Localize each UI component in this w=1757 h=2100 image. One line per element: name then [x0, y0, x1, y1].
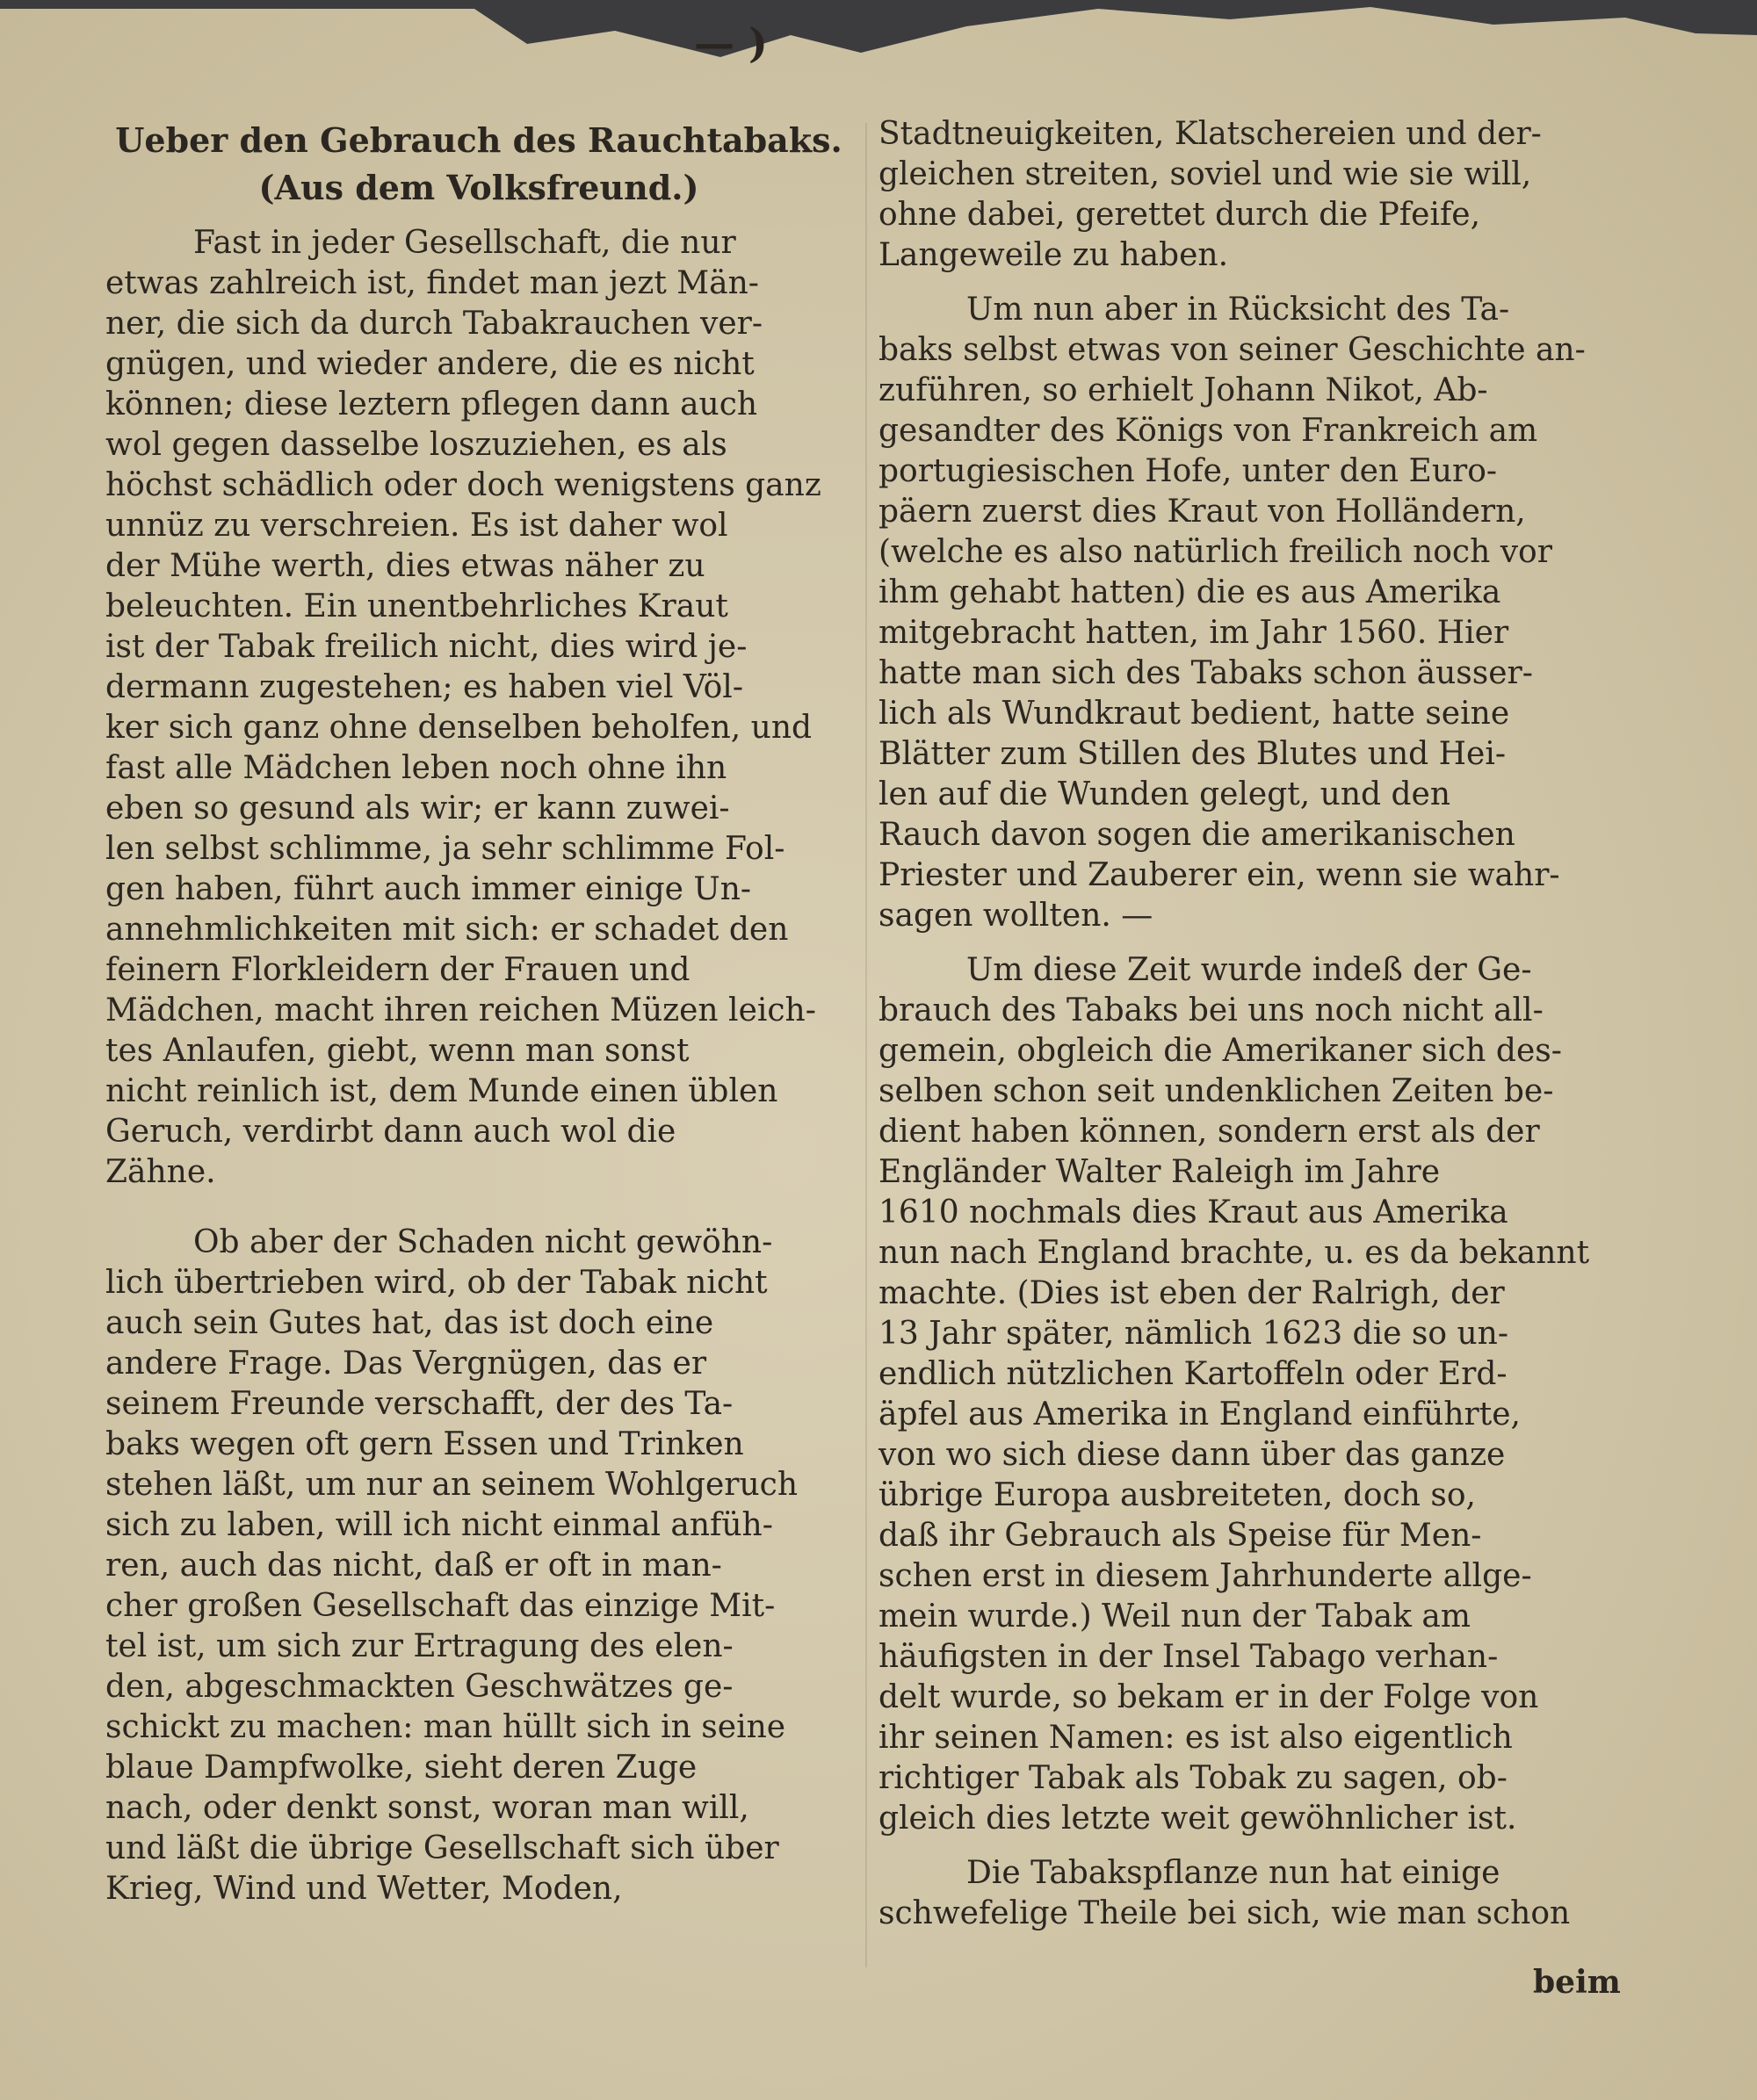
catchword: beim [1533, 1964, 1621, 2001]
text-line: 1610 nochmals dies Kraut aus Amerika [878, 1194, 1508, 1230]
text-line: mein wurde.) Weil nun der Tabak am [878, 1598, 1471, 1635]
text-line: sich zu laben, will ich nicht einmal anfüh- [105, 1507, 773, 1543]
text-line: cher großen Gesellschaft das einzige Mit- [105, 1588, 776, 1624]
text-line: Krieg, Wind und Wetter, Moden, [105, 1871, 623, 1907]
left-paragraph-2 [105, 1223, 852, 1909]
right-paragraph-1 [878, 114, 1643, 276]
text-line: len auf die Wunden gelegt, und den [878, 776, 1451, 812]
text-line: lich als Wundkraut bedient, hatte seine [878, 696, 1510, 732]
text-line: päern zuerst dies Kraut von Holländern, [878, 494, 1526, 530]
text-line: sagen wollten. — [878, 898, 1153, 934]
text-line: 13 Jahr später, nämlich 1623 die so un- [878, 1316, 1508, 1352]
right-paragraph-3 [878, 950, 1643, 1839]
text-line: baks selbst etwas von seiner Geschichte an- [878, 332, 1586, 368]
text-line: eben so gesund als wir; er kann zuwei- [105, 790, 730, 826]
left-paragraph-1 [105, 223, 852, 1193]
text-line: ihm gehabt hatten) die es aus Amerika [878, 574, 1501, 610]
text-line: Mädchen, macht ihren reichen Müzen leich- [105, 992, 816, 1028]
text-line: (welche es also natürlich freilich noch vor [878, 534, 1552, 570]
text-line: unnüz zu verschreien. Es ist daher wol [105, 508, 728, 544]
text-line: Geruch, verdirbt dann auch wol die [105, 1114, 676, 1150]
text-line: Die Tabakspflanze nun hat einige [966, 1855, 1500, 1891]
text-line: ner, die sich da durch Tabakrauchen ver- [105, 306, 763, 342]
article-source: (Aus dem Volksfreund.) [258, 168, 699, 207]
text-line: äpfel aus Amerika in England einführte, [878, 1396, 1521, 1432]
text-line: können; diese leztern pflegen dann auch [105, 386, 758, 422]
text-line: Blätter zum Stillen des Blutes und Hei- [878, 736, 1507, 772]
text-line: schickt zu machen: man hüllt sich in seine [105, 1709, 786, 1745]
text-line: Priester und Zauberer ein, wenn sie wahr- [878, 857, 1560, 893]
text-line: höchst schädlich oder doch wenigstens ganz [105, 467, 821, 503]
text-line: der Mühe werth, dies etwas näher zu [105, 548, 705, 584]
text-line: gleich dies letzte weit gewöhnlicher ist. [878, 1801, 1517, 1837]
text-line: selben schon seit undenklichen Zeiten be- [878, 1073, 1554, 1109]
text-line: mitgebracht hatten, im Jahr 1560. Hier [878, 615, 1509, 651]
text-line: etwas zahlreich ist, findet man jezt Män- [105, 265, 759, 301]
right-paragraph-2 [878, 290, 1643, 936]
text-line: Engländer Walter Raleigh im Jahre [878, 1154, 1441, 1190]
torn-top-edge [0, 0, 1757, 97]
text-line: machte. (Dies ist eben der Ralrigh, der [878, 1275, 1505, 1311]
text-line: dient haben können, sondern erst als der [878, 1114, 1540, 1150]
text-line: den, abgeschmackten Geschwätzes ge- [105, 1669, 734, 1705]
text-line: Ob aber der Schaden nicht gewöhn- [193, 1224, 773, 1260]
text-line: Zähne. [105, 1154, 216, 1190]
text-line: annehmlichkeiten mit sich: er schadet den [105, 912, 789, 948]
text-line: Um diese Zeit wurde indeß der Ge- [966, 952, 1532, 988]
text-line: portugiesischen Hofe, unter den Euro- [878, 453, 1498, 489]
text-line: Langeweile zu haben. [878, 237, 1229, 273]
text-line: fast alle Mädchen leben noch ohne ihn [105, 750, 727, 786]
left-column [105, 114, 852, 1909]
text-line: übrige Europa ausbreiteten, doch so, [878, 1477, 1476, 1513]
text-line: delt wurde, so bekam er in der Folge von [878, 1679, 1539, 1715]
text-line: daß ihr Gebrauch als Speise für Men- [878, 1518, 1482, 1554]
text-line: feinern Florkleidern der Frauen und [105, 952, 691, 988]
article-title: Ueber den Gebrauch des Rauchtabaks. [115, 120, 842, 160]
text-line: gleichen streiten, soviel und wie sie will, [878, 156, 1532, 192]
text-line: von wo sich diese dann über das ganze [878, 1437, 1506, 1473]
text-line: auch sein Gutes hat, das ist doch eine [105, 1305, 714, 1341]
text-line: Stadtneuigkeiten, Klatschereien und der- [878, 116, 1542, 152]
text-line: richtiger Tabak als Tobak zu sagen, ob- [878, 1760, 1508, 1796]
text-line: dermann zugestehen; es haben viel Völ- [105, 669, 743, 705]
text-line: ohne dabei, gerettet durch die Pfeife, [878, 197, 1481, 233]
text-line: nun nach England brachte, u. es da bekannt [878, 1235, 1590, 1271]
text-line: stehen läßt, um nur an seinem Wohlgeruch [105, 1467, 799, 1503]
text-line: hatte man sich des Tabaks schon äusser- [878, 655, 1533, 691]
text-line: brauch des Tabaks bei uns noch nicht all- [878, 992, 1544, 1028]
text-line: Rauch davon sogen die amerikanischen [878, 817, 1515, 853]
text-line: ihr seinen Namen: es ist also eigentlich [878, 1720, 1513, 1756]
text-line: und läßt die übrige Gesellschaft sich über [105, 1830, 779, 1866]
text-line: schen erst in diesem Jahrhunderte allge- [878, 1558, 1532, 1594]
text-line: ist der Tabak freilich nicht, dies wird je- [105, 629, 748, 665]
text-line: beleuchten. Ein unentbehrliches Kraut [105, 588, 728, 624]
text-line: lich übertrieben wird, ob der Tabak nicht [105, 1265, 768, 1301]
text-line: Fast in jeder Gesellschaft, die nur [193, 225, 736, 261]
text-line: ren, auch das nicht, daß er oft in man- [105, 1548, 722, 1584]
text-line: Um nun aber in Rücksicht des Ta- [966, 292, 1510, 328]
text-line: len selbst schlimme, ja sehr schlimme Fol- [105, 831, 785, 867]
text-line: blaue Dampfwolke, sieht deren Zuge [105, 1750, 698, 1786]
text-line: endlich nützlichen Kartoffeln oder Erd- [878, 1356, 1508, 1392]
text-line: andere Frage. Das Vergnügen, das er [105, 1346, 707, 1382]
text-line: seinem Freunde verschafft, der des Ta- [105, 1386, 734, 1422]
text-line: ker sich ganz ohne denselben beholfen, und [105, 710, 813, 746]
text-line: tes Anlaufen, giebt, wenn man sonst [105, 1033, 690, 1069]
text-line: häufigsten in der Insel Tabago verhan- [878, 1639, 1499, 1675]
text-line: gen haben, führt auch immer einige Un- [105, 871, 752, 907]
text-line: gemein, obgleich die Amerikaner sich des- [878, 1033, 1562, 1069]
right-paragraph-4 [878, 1853, 1643, 1934]
right-column [878, 114, 1643, 1934]
text-line: gesandter des Königs von Frankreich am [878, 413, 1538, 449]
text-line: tel ist, um sich zur Ertragung des elen- [105, 1628, 734, 1664]
text-line: nicht reinlich ist, dem Munde einen üblen [105, 1073, 778, 1109]
text-line: wol gegen dasselbe loszuziehen, es als [105, 427, 727, 463]
page-number: — ) [694, 19, 768, 67]
text-line: gnügen, und wieder andere, die es nicht [105, 346, 755, 382]
text-line: baks wegen oft gern Essen und Trinken [105, 1426, 744, 1462]
text-line: zuführen, so erhielt Johann Nikot, Ab- [878, 372, 1488, 408]
text-line: schwefelige Theile bei sich, wie man schon [878, 1895, 1571, 1931]
text-line: nach, oder denkt sonst, woran man will, [105, 1790, 749, 1826]
column-divider [865, 123, 867, 1967]
